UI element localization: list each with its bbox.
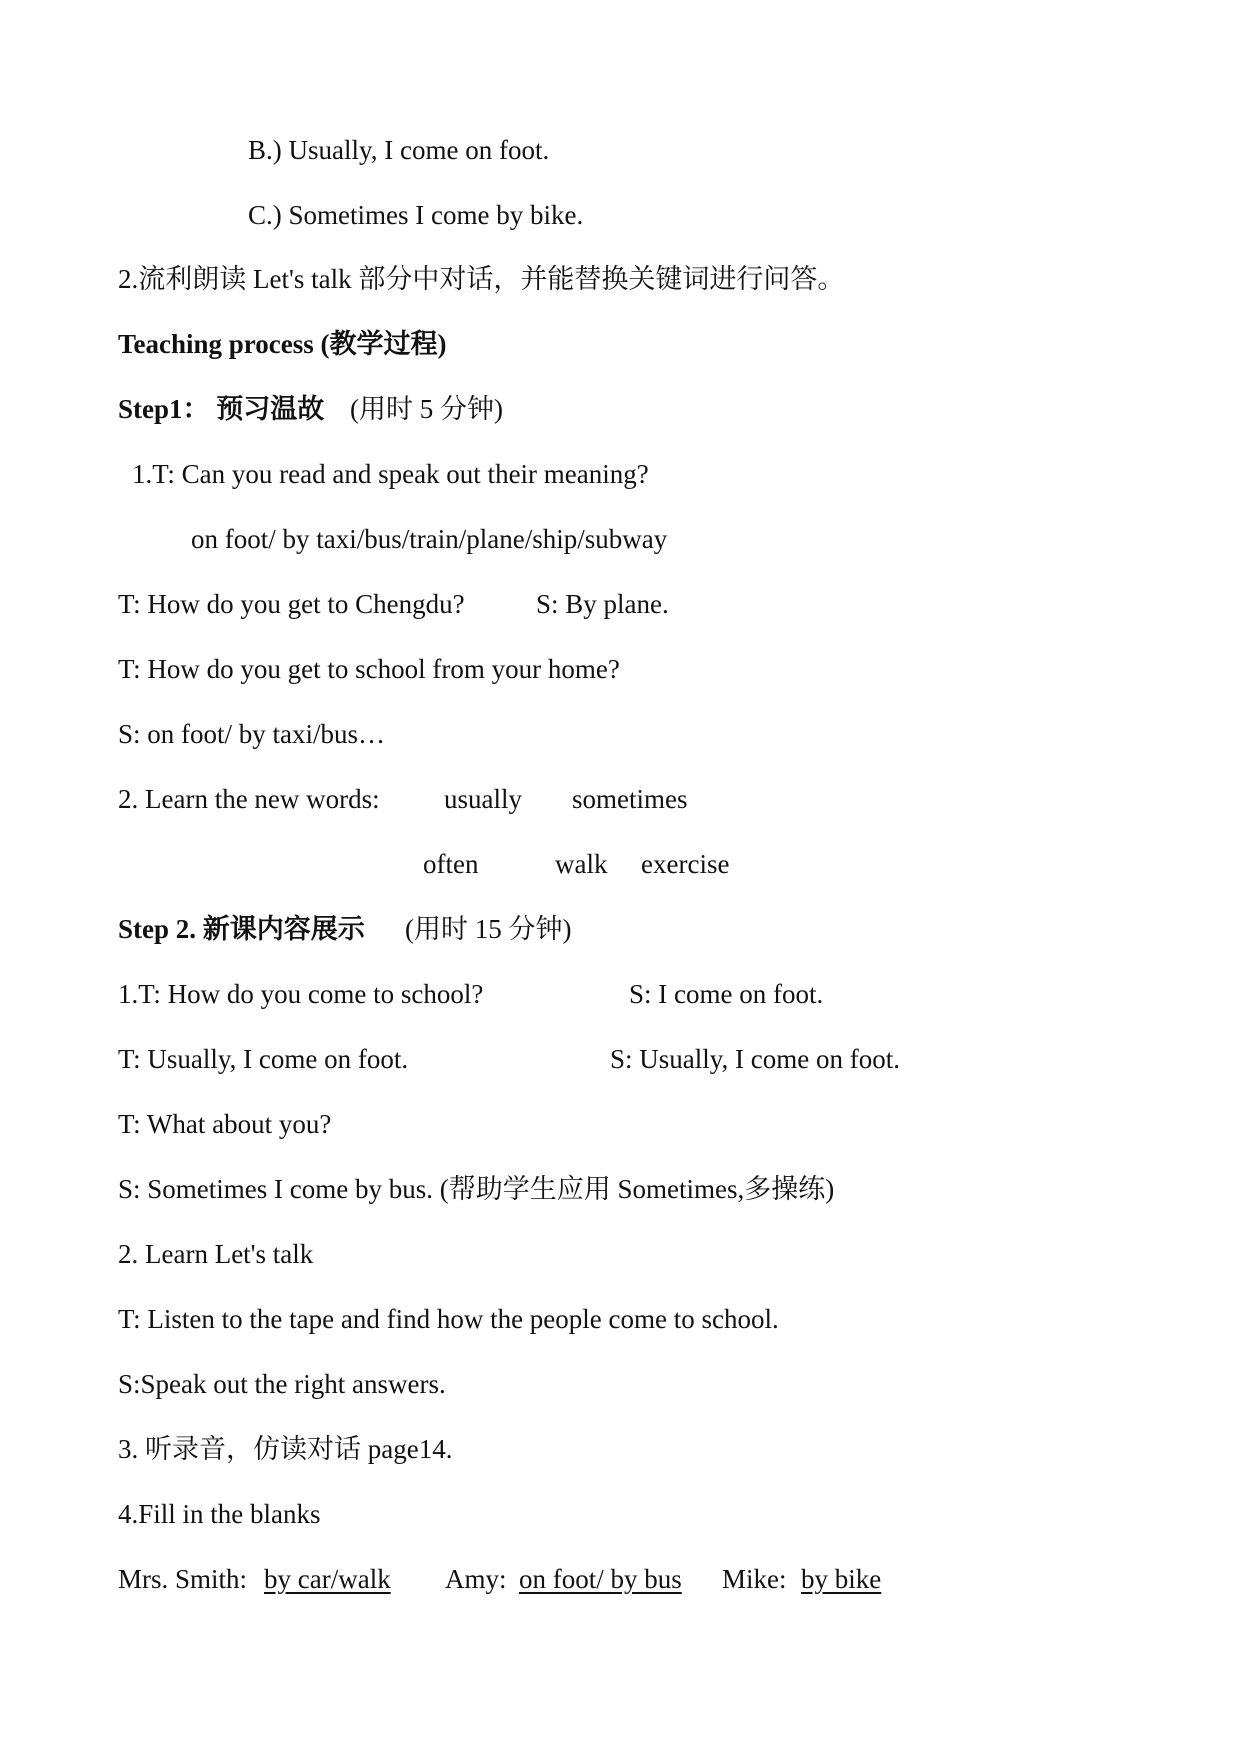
step1-question: 1.T: Can you read and speak out their meaning?: [132, 459, 649, 489]
word-sometimes: sometimes: [572, 784, 688, 814]
fill-amy-label: Amy:: [445, 1564, 507, 1594]
teacher-line: T: Usually, I come on foot.: [118, 1044, 409, 1074]
transport-words: on foot/ by taxi/bus/train/plane/ship/subway: [191, 524, 668, 554]
fill-smith-label: Mrs. Smith:: [118, 1564, 248, 1594]
new-words-label: 2. Learn the new words:: [118, 784, 380, 814]
step1-heading: [118, 392, 718, 426]
fill-answers-row: [118, 1562, 1018, 1596]
teacher-line: 1.T: How do you come to school?: [118, 979, 484, 1009]
dialog-how-come: [118, 977, 1018, 1011]
new-words-row: [118, 782, 918, 816]
teacher-line: T: How do you get to Chengdu?: [118, 589, 465, 619]
fill-smith-answer: by car/walk: [264, 1564, 391, 1594]
fill-in-blanks-heading: 4.Fill in the blanks: [118, 1499, 321, 1529]
fill-mike-answer: by bike: [801, 1564, 882, 1594]
step1-time: (用时 5 分钟): [350, 394, 503, 424]
student-line: S: By plane.: [536, 589, 669, 619]
option-b: B.) Usually, I come on foot.: [248, 135, 550, 165]
student-line: S:Speak out the right answers.: [118, 1369, 446, 1399]
student-line: S: Usually, I come on foot.: [610, 1044, 900, 1074]
word-exercise: exercise: [641, 849, 730, 879]
step2-label: Step 2. 新课内容展示: [118, 914, 365, 944]
dialog-chengdu: [118, 587, 918, 621]
step1-label: Step1： 预习温故: [118, 394, 325, 424]
teaching-process-heading: Teaching process (教学过程): [118, 329, 447, 359]
teacher-line: T: What about you?: [118, 1109, 332, 1139]
listen-and-read: 3. 听录音，仿读对话 page14.: [118, 1434, 453, 1464]
learn-lets-talk: 2. Learn Let's talk: [118, 1239, 314, 1269]
option-c: C.) Sometimes I come by bike.: [248, 200, 584, 230]
teacher-line: T: Listen to the tape and find how the people come to school.: [118, 1304, 779, 1334]
word-usually: usually: [444, 784, 522, 814]
dialog-usually: [118, 1042, 1018, 1076]
step2-heading: [118, 912, 718, 946]
teacher-line: T: How do you get to school from your home?: [118, 654, 620, 684]
fill-amy-answer: on foot/ by bus: [519, 1564, 682, 1594]
student-line: S: I come on foot.: [629, 979, 824, 1009]
student-line: S: Sometimes I come by bus. (帮助学生应用 Sometimes,多操练): [118, 1174, 835, 1204]
new-words-row: [118, 847, 918, 881]
word-often: often: [423, 849, 479, 879]
fill-mike-label: Mike:: [722, 1564, 787, 1594]
objective-2: 2.流利朗读 Let's talk 部分中对话，并能替换关键词进行问答。: [118, 264, 845, 294]
student-line: S: on foot/ by taxi/bus…: [118, 719, 386, 749]
word-walk: walk: [555, 849, 608, 879]
step2-time: (用时 15 分钟): [405, 914, 572, 944]
